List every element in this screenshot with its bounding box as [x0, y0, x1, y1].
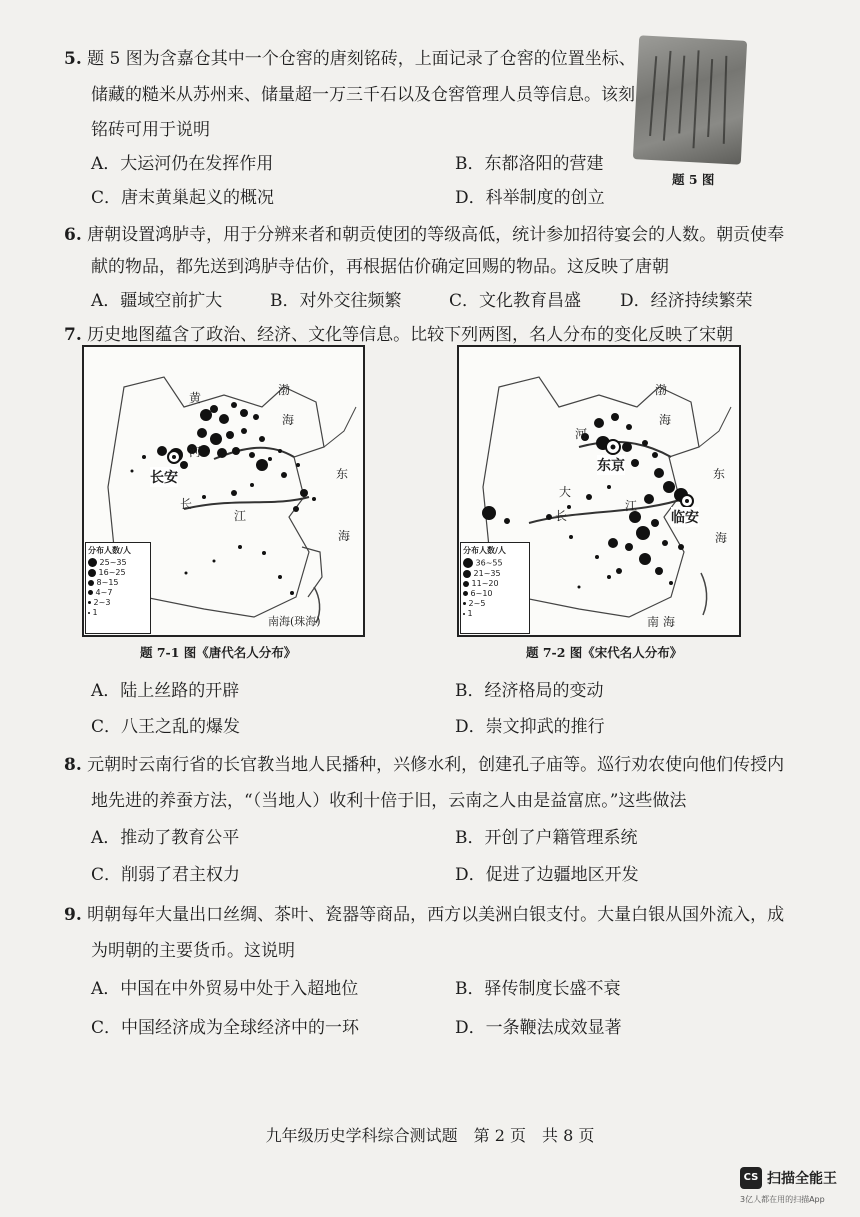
tang-map-caption: 题 7-1 图《唐代名人分布》	[140, 645, 297, 660]
tang-label-huang: 黄	[189, 391, 202, 405]
song-legend-item-2: 21~35	[473, 569, 501, 578]
song-coast-north	[699, 407, 731, 447]
tang-legend-item-2: 16~25	[98, 568, 126, 577]
scanner-app-tagline: 3亿人都在用的扫描App	[740, 1195, 825, 1204]
tang-label-south-sea: 南海(珠海)	[268, 615, 321, 628]
q8-option-c[interactable]: C．削弱了君主权力	[91, 865, 241, 885]
tang-coast-detail	[302, 547, 322, 597]
q6-option-a[interactable]: A．疆域空前扩大	[91, 291, 223, 311]
tang-label-jiang: 江	[234, 509, 247, 523]
q9-stem-line-2: 为明朝的主要货币。这说明	[91, 941, 295, 961]
song-legend-title: 分布人数/人	[463, 546, 506, 555]
q7-option-d[interactable]: D．崇文抑武的推行	[455, 717, 605, 737]
q9-stem-line-1	[64, 900, 784, 925]
song-label-bo: 渤	[655, 383, 668, 397]
q5-option-d[interactable]: D．科举制度的创立	[455, 188, 605, 208]
q6-stem-line-2: 献的物品，都先送到鸿胪寺估价，再根据估价确定回赐的物品。这反映了唐朝	[91, 257, 669, 277]
q9-stem-text-1: 明朝每年大量出口丝绸、茶叶、瓷器等商品，西方以美洲白银支付。大量白银从国外流入，成	[87, 905, 785, 925]
tang-celebrity-map	[82, 345, 365, 637]
q5-option-a[interactable]: A．大运河仍在发挥作用	[91, 154, 274, 174]
q5-number: 5.	[64, 49, 82, 69]
song-legend-item-1: 36~55	[475, 558, 503, 568]
song-label-jiang: 江	[625, 499, 638, 513]
q6-number: 6.	[64, 225, 82, 245]
q8-stem-line-2: 地先进的养蚕方法，“（当地人）收利十倍于旧，云南之人由是益富庶。”这些做法	[91, 791, 687, 811]
q5-option-b[interactable]: B．东都洛阳的营建	[455, 154, 604, 174]
song-capital-label-linan: 临安	[671, 507, 699, 527]
q9-option-a[interactable]: A．中国在中外贸易中处于入超地位	[91, 979, 359, 999]
tang-yangtze-river	[184, 497, 309, 509]
song-label-dong: 东	[713, 467, 726, 481]
tang-celebrity-dots	[131, 402, 317, 595]
q9-option-c[interactable]: C．中国经济成为全球经济中的一环	[91, 1018, 360, 1038]
song-legend-item-5: 2~5	[468, 599, 486, 608]
tang-legend-title: 分布人数/人	[88, 546, 131, 555]
song-label-he: 河	[575, 427, 588, 441]
q6-stem-text-1: 唐朝设置鸿胪寺，用于分辨来者和朝贡使团的等级高低，统计参加招待宴会的人数。朝贡使奉	[87, 225, 785, 245]
tang-label-east-sea: 海	[338, 529, 351, 543]
q7-option-a[interactable]: A．陆上丝路的开辟	[91, 681, 240, 701]
q6-stem-line-1	[64, 220, 784, 245]
q8-stem-line-1	[64, 750, 784, 775]
scanner-logo-icon: CS	[740, 1167, 762, 1189]
song-legend	[460, 542, 530, 634]
tang-label-chang: 长	[180, 497, 193, 511]
tang-legend-item-4: 4~7	[95, 588, 113, 597]
tang-legend-item-1: 25~35	[99, 558, 127, 567]
song-map-caption: 题 7-2 图《宋代名人分布》	[526, 645, 683, 660]
tang-label-dong: 东	[336, 467, 349, 481]
q9-option-b[interactable]: B．驿传制度长盛不衰	[455, 979, 621, 999]
scanner-app-name: 扫描全能王	[767, 1171, 837, 1187]
song-label-bohai-sea: 海	[659, 413, 672, 427]
q6-option-d[interactable]: D．经济持续繁荣	[620, 291, 753, 311]
q7-stem-text-1: 历史地图蕴含了政治、经济、文化等信息。比较下列两图，名人分布的变化反映了宋朝	[87, 325, 734, 345]
song-label-nan: 南	[647, 615, 660, 629]
q5-stem-line-2: 储藏的糙米从苏州来、储量超一万三千石以及仓窖管理人员等信息。该刻	[91, 85, 635, 105]
tang-label-he: 河	[189, 445, 202, 459]
song-label-east-sea: 海	[715, 531, 728, 545]
tang-legend-item-6: 1	[92, 608, 98, 617]
song-label-da: 大	[559, 485, 572, 499]
q9-number: 9.	[64, 905, 82, 925]
q7-stem-line-1	[64, 320, 733, 345]
tang-label-bohai-sea: 海	[282, 413, 295, 427]
page-footer: 九年级历史学科综合测试题 第 2 页 共 8 页	[265, 1126, 595, 1145]
q5-stem-line-1	[64, 44, 636, 69]
tang-legend-item-5: 2~3	[93, 598, 111, 607]
q6-option-b[interactable]: B．对外交往频繁	[270, 291, 402, 311]
inscribed-brick-image	[633, 35, 747, 164]
tang-label-bo: 渤	[278, 383, 291, 397]
song-legend-item-6: 1	[467, 609, 473, 618]
q5-option-c[interactable]: C．唐末黄巢起义的概况	[91, 188, 275, 208]
tang-legend	[85, 542, 151, 634]
q8-stem-text-1: 元朝时云南行省的长官教当地人民播种，兴修水利，创建孔子庙等。巡行劝农使向他们传授内	[87, 755, 785, 775]
q8-number: 8.	[64, 755, 82, 775]
q8-option-b[interactable]: B．开创了户籍管理系统	[455, 828, 638, 848]
tang-capital-label: 长安	[150, 467, 178, 487]
song-label-chang: 长	[555, 509, 568, 523]
q7-option-b[interactable]: B．经济格局的变动	[455, 681, 604, 701]
q5-stem-line-3: 铭砖可用于说明	[91, 120, 210, 140]
song-capital-label-dongjing: 东京	[597, 455, 625, 475]
q6-option-c[interactable]: C．文化教育昌盛	[449, 291, 582, 311]
q9-option-d[interactable]: D．一条鞭法成效显著	[455, 1018, 622, 1038]
song-legend-item-4: 6~10	[470, 589, 493, 598]
song-celebrity-map	[457, 345, 741, 637]
q5-stem-text-1: 题 5 图为含嘉仓其中一个仓窖的唐刻铭砖，上面记录了仓窖的位置坐标、	[87, 49, 636, 69]
song-label-south-sea: 海	[663, 615, 676, 629]
tang-legend-item-3: 8~15	[96, 578, 119, 587]
song-legend-item-3: 11~20	[471, 579, 499, 588]
q7-option-c[interactable]: C．八王之乱的爆发	[91, 717, 241, 737]
song-taiwan-island	[701, 573, 707, 615]
tang-coast-north	[324, 407, 356, 447]
q7-number: 7.	[64, 325, 82, 345]
q5-figure-caption: 题 5 图	[672, 172, 715, 187]
q8-option-d[interactable]: D．促进了边疆地区开发	[455, 865, 639, 885]
brick-inscription-marks	[633, 35, 747, 164]
q8-option-a[interactable]: A．推动了教育公平	[91, 828, 240, 848]
